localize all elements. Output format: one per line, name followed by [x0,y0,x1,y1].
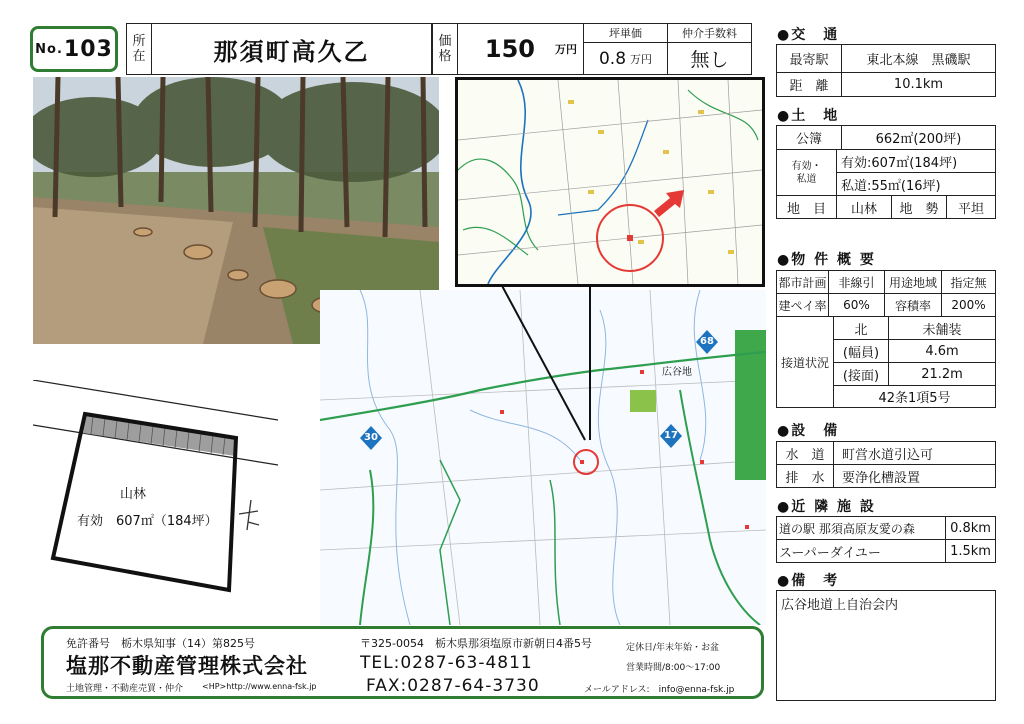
business-types: 土地管理・不動産売買・仲介 [66,684,184,694]
company-tel[interactable]: TEL:0287-63-4811 [360,653,533,673]
location-label-1: 所 [132,34,146,49]
company-email[interactable]: メールアドレス: info@enna-fsk.jp [584,685,735,695]
listing-number-prefix: No. [35,41,63,57]
station-value: 東北本線 黒磯駅 [841,44,996,73]
price-cell [457,23,584,75]
company-name: 塩那不動産管理株式会社 [66,654,308,678]
drain-value: 要浄化槽設置 [833,464,996,488]
category-label: 地 目 [776,195,837,219]
nearby-name-1: 道の駅 那須高原友愛の森 [776,516,946,540]
price-unit: 万円 [555,43,577,56]
drain-label: 排 水 [776,464,834,488]
detail-map [455,77,765,287]
location-label-2: 在 [132,49,146,64]
station-label: 最寄駅 [776,44,842,73]
price-value: 150 [484,35,535,63]
property-title: ●物 件 概 要 [777,252,876,268]
city-plan-label: 都市計画 [776,270,829,294]
remarks-box [776,590,996,701]
frontage-value: 21.2m [888,362,996,386]
nearby-distance-2: 1.5km [945,539,996,563]
homepage-link[interactable]: <HP>http://www.enna-fsk.jp [202,682,317,691]
listing-number: 103 [63,36,113,62]
frontage-label: (接面) [833,362,889,386]
category-value: 山林 [836,195,892,219]
facilities-title: ●設 備 [777,423,840,439]
parcel-outline [33,380,313,615]
price-label-1: 価 [438,34,452,49]
road-law: 42条1項5号 [833,385,996,408]
terrain-label: 地 勢 [891,195,947,219]
nearby-title: ●近 隣 施 設 [777,499,876,515]
width-value: 4.6m [888,339,996,363]
company-address: 〒325-0054 栃木県那須塩原市新朝日4番5号 [360,637,592,650]
remarks-title: ●備 考 [777,573,840,589]
road-label: 接道状況 [776,316,834,408]
detail-map-graphic [458,80,762,284]
effective-label-1: 有効・ [791,160,822,172]
route-68-label: 68 [700,336,714,347]
map-callout-lines [455,280,595,460]
location-value: 那須町高久乙 [151,23,432,75]
far-label: 容積率 [884,293,942,317]
distance-value: 10.1km [841,72,996,97]
transport-title: ●交 通 [777,27,840,43]
company-fax: FAX:0287-64-3730 [366,676,540,696]
road-surface: 未舗装 [888,316,996,340]
price-label [432,23,458,75]
terrain-value: 平坦 [946,195,996,219]
coverage-value: 60% [828,293,885,317]
nearby-distance-1: 0.8km [945,516,996,540]
commission-label: 仲介手数料 [667,23,752,43]
business-holiday: 定休日/年末年始・お盆 [626,643,720,653]
effective-label [776,149,837,196]
effective-value: 有効:607㎡(184坪) [836,149,996,173]
location-label [126,23,152,75]
tsubo-price-cell [583,42,668,75]
water-value: 町営水道引込可 [833,441,996,465]
tsubo-price-value: 0.8 [598,48,627,69]
registry-label: 公簿 [776,125,842,150]
parcel-diagram [33,380,313,615]
nearby-name-2: スーパーダイユー [776,539,946,563]
route-30-label: 30 [364,432,378,443]
distance-label: 距 離 [776,72,842,97]
route-17-label: 17 [664,430,678,441]
commission-value: 無し [667,42,752,75]
water-label: 水 道 [776,441,834,465]
parcel-area: 有効 607㎡（184坪） [77,514,218,529]
land-title: ●土 地 [777,108,840,124]
far-value: 200% [941,293,996,317]
business-hours: 営業時間/8:00～17:00 [626,663,721,673]
remarks-text: 広谷地道上自治会内 [781,598,899,613]
price-label-2: 格 [438,49,452,64]
width-label: (幅員) [833,339,889,363]
company-footer [41,626,764,699]
parcel-category: 山林 [120,487,147,502]
registry-value: 662㎡(200坪) [841,125,996,150]
zoning-label: 用途地域 [884,270,942,294]
city-plan-value: 非線引 [828,270,885,294]
effective-label-2: 私道 [796,173,817,185]
license-number: 免許番号 栃木県知事（14）第825号 [66,637,255,650]
listing-number-badge [30,26,118,72]
private-road-value: 私道:55㎡(16坪) [836,172,996,196]
zoning-value: 指定無 [941,270,996,294]
place-hiroyachi: 広谷地 [662,367,692,378]
tsubo-price-label: 坪単価 [583,23,668,43]
road-direction: 北 [833,316,889,340]
tsubo-price-unit: 万円 [630,52,653,66]
coverage-label: 建ペイ率 [776,293,829,317]
